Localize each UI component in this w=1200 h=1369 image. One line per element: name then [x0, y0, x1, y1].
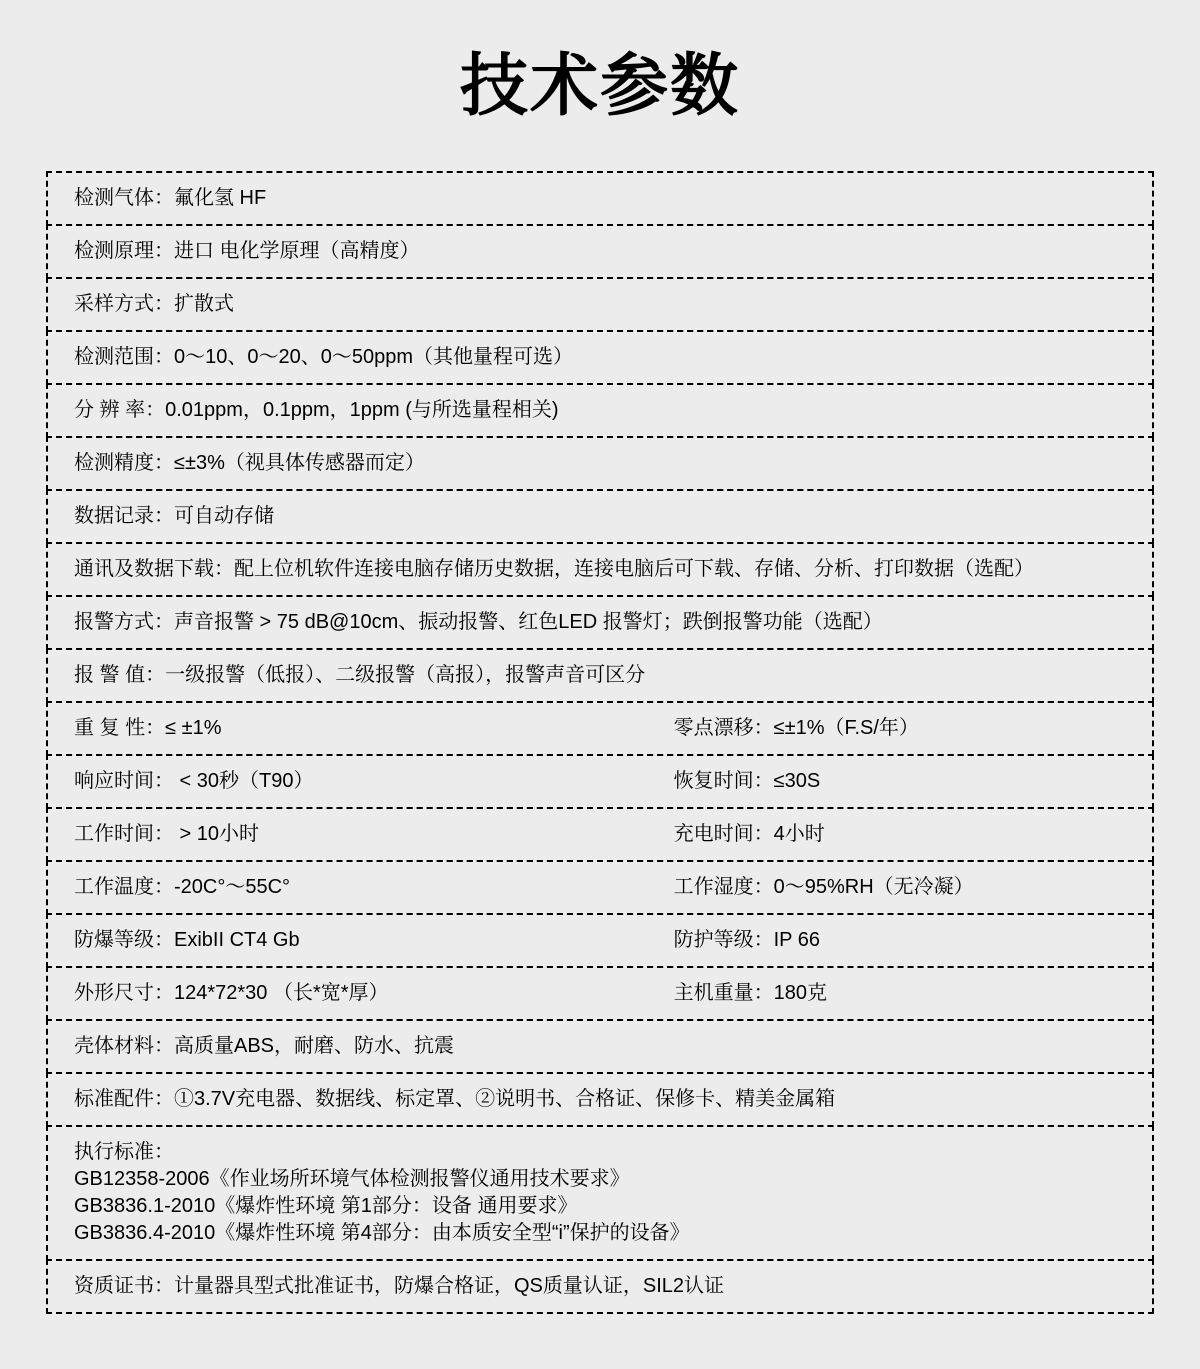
cell-explosion-proof-rating: 防爆等级：ExibII CT4 Gb — [74, 929, 300, 951]
standard-gb12358: GB12358-2006《作业场所环境气体检测报警仪通用技术要求》 — [74, 1168, 630, 1190]
row-sampling-mode: 采样方式：扩散式 — [46, 277, 1154, 332]
cell-zero-drift: 零点漂移：≤±1%（F.S/年） — [673, 717, 919, 739]
row-standard-accessories: 标准配件：①3.7V充电器、数据线、标定罩、②说明书、合格证、保修卡、精美金属箱 — [46, 1072, 1154, 1127]
cell-work-humidity: 工作湿度：0～95%RH（无冷凝） — [673, 876, 974, 898]
row-executive-standards — [46, 1125, 1154, 1261]
standards-heading: 执行标准： — [74, 1141, 174, 1163]
row-communication: 通讯及数据下载：配上位机软件连接电脑存储历史数据，连接电脑后可下载、存储、分析、打印数据（选配） — [46, 542, 1154, 597]
cell-charge-time: 充电时间：4小时 — [673, 823, 825, 845]
row-data-logging: 数据记录：可自动存储 — [46, 489, 1154, 544]
row-certificates: 资质证书：计量器具型式批准证书，防爆合格证，QS质量认证，SIL2认证 — [46, 1259, 1154, 1314]
cell-response-time: 响应时间： < 30秒（T90） — [74, 770, 314, 792]
row-shell-material: 壳体材料：高质量ABS，耐磨、防水、抗震 — [46, 1019, 1154, 1074]
row-temp-humidity — [46, 860, 1154, 915]
cell-repeatability: 重 复 性：≤ ±1% — [74, 717, 222, 739]
standard-gb3836-1: GB3836.1-2010《爆炸性环境 第1部分：设备 通用要求》 — [74, 1195, 578, 1217]
cell-weight: 主机重量：180克 — [673, 982, 827, 1004]
cell-recovery-time: 恢复时间：≤30S — [673, 770, 821, 792]
row-resolution: 分 辨 率：0.01ppm，0.1ppm，1ppm (与所选量程相关) — [46, 383, 1154, 438]
row-repeatability-zero-drift — [46, 701, 1154, 756]
row-response-recovery-time — [46, 754, 1154, 809]
row-work-charge-time — [46, 807, 1154, 862]
row-alarm-mode: 报警方式：声音报警 > 75 dB@10cm、振动报警、红色LED 报警灯；跌倒报警功能（选配） — [46, 595, 1154, 650]
row-detect-gas: 检测气体：氟化氢 HF — [46, 171, 1154, 226]
row-size-weight — [46, 966, 1154, 1021]
row-accuracy: 检测精度：≤±3%（视具体传感器而定） — [46, 436, 1154, 491]
row-detect-range: 检测范围：0～10、0～20、0～50ppm（其他量程可选） — [46, 330, 1154, 385]
cell-dimensions: 外形尺寸：124*72*30 （长*宽*厚） — [74, 982, 389, 1004]
row-explosion-ip-rating — [46, 913, 1154, 968]
page-title: 技术参数 — [459, 48, 740, 124]
cell-work-time: 工作时间： > 10小时 — [74, 823, 260, 845]
cell-ip-rating: 防护等级：IP 66 — [673, 929, 820, 951]
row-detect-principle: 检测原理：进口 电化学原理（高精度） — [46, 224, 1154, 279]
row-alarm-value: 报 警 值：一级报警（低报）、二级报警（高报），报警声音可区分 — [46, 648, 1154, 703]
standard-gb3836-4: GB3836.4-2010《爆炸性环境 第4部分：由本质安全型“i”保护的设备》 — [74, 1222, 690, 1244]
spec-table — [46, 171, 1154, 1314]
cell-work-temperature: 工作温度：-20C°～55C° — [74, 876, 291, 898]
